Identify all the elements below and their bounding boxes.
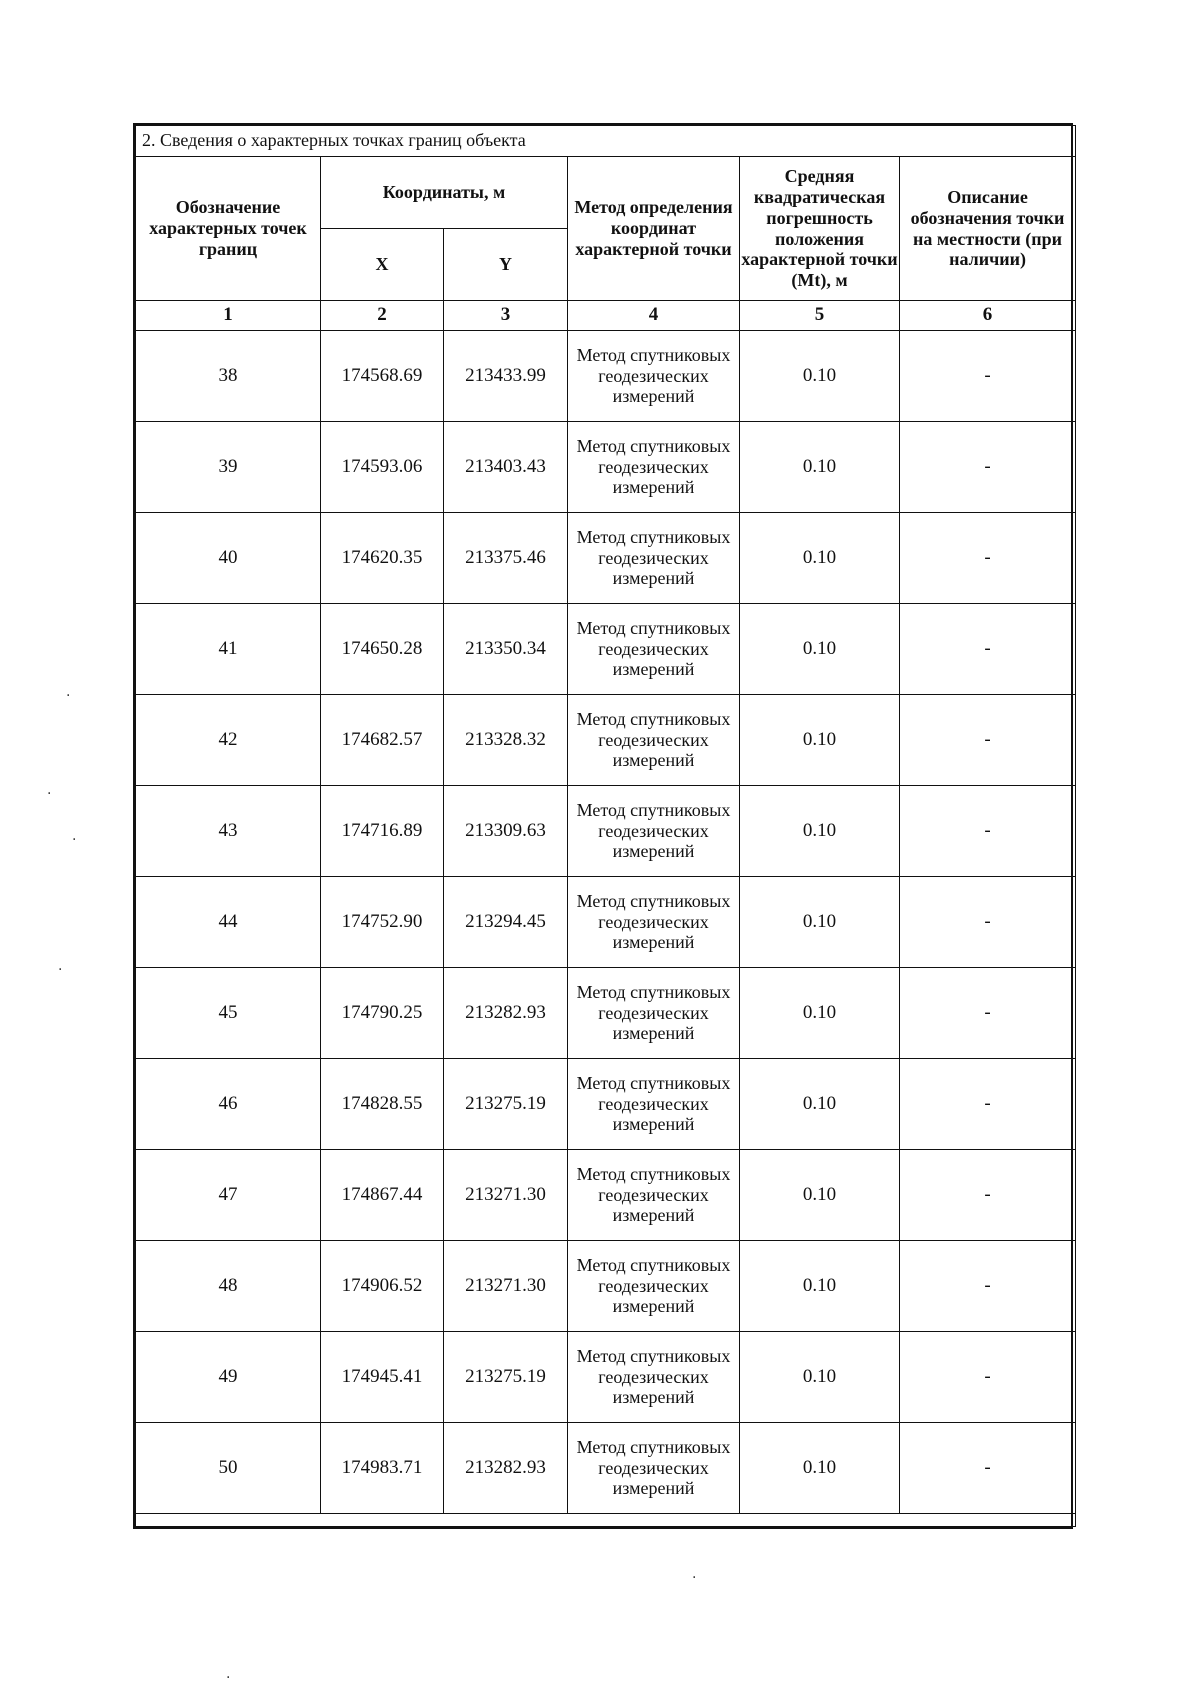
cell-x: 174568.69 — [321, 331, 444, 422]
cell-description: - — [900, 1059, 1076, 1150]
table-row — [136, 604, 1076, 695]
scan-speck: · — [66, 688, 71, 704]
cell-x: 174682.57 — [321, 695, 444, 786]
cell-x: 174906.52 — [321, 1241, 444, 1332]
cell-x: 174867.44 — [321, 1150, 444, 1241]
table-row — [136, 695, 1076, 786]
cell-point: 49 — [136, 1332, 321, 1423]
cell-method: Метод спутниковых геодезических измерений — [568, 968, 740, 1059]
cell-description: - — [900, 331, 1076, 422]
table-row — [136, 331, 1076, 422]
cell-point: 38 — [136, 331, 321, 422]
scan-speck: · — [692, 1570, 697, 1586]
cell-method: Метод спутниковых геодезических измерений — [568, 422, 740, 513]
header-point-designation: Обозначение характерных точек границ — [136, 157, 321, 301]
cell-description: - — [900, 1150, 1076, 1241]
header-description: Описание обозначения точки на местности (при наличии) — [900, 157, 1076, 301]
cell-mt: 0.10 — [740, 1059, 900, 1150]
cell-point: 48 — [136, 1241, 321, 1332]
cell-mt: 0.10 — [740, 1150, 900, 1241]
cell-y: 213275.19 — [444, 1059, 568, 1150]
cell-mt: 0.10 — [740, 877, 900, 968]
cell-point: 47 — [136, 1150, 321, 1241]
cell-description: - — [900, 422, 1076, 513]
cell-description: - — [900, 513, 1076, 604]
cell-y: 213433.99 — [444, 331, 568, 422]
column-number-1: 1 — [136, 301, 321, 331]
table-row — [136, 1150, 1076, 1241]
cell-point: 46 — [136, 1059, 321, 1150]
table-row — [136, 1059, 1076, 1150]
cell-description: - — [900, 1332, 1076, 1423]
table-row — [136, 422, 1076, 513]
cell-description: - — [900, 968, 1076, 1059]
header-coordinates: Координаты, м — [321, 157, 568, 229]
cell-description: - — [900, 695, 1076, 786]
table-row — [136, 1423, 1076, 1514]
cell-y: 213403.43 — [444, 422, 568, 513]
cell-x: 174752.90 — [321, 877, 444, 968]
column-number-3: 3 — [444, 301, 568, 331]
cell-y: 213282.93 — [444, 1423, 568, 1514]
boundary-points-table — [135, 125, 1076, 1527]
cell-point: 39 — [136, 422, 321, 513]
column-number-4: 4 — [568, 301, 740, 331]
cell-y: 213328.32 — [444, 695, 568, 786]
cell-x: 174650.28 — [321, 604, 444, 695]
cell-y: 213275.19 — [444, 1332, 568, 1423]
cell-mt: 0.10 — [740, 1332, 900, 1423]
cell-y: 213271.30 — [444, 1241, 568, 1332]
header-method: Метод определения координат характерной точки — [568, 157, 740, 301]
table-row — [136, 877, 1076, 968]
cell-point: 42 — [136, 695, 321, 786]
column-number-6: 6 — [900, 301, 1076, 331]
header-accuracy: Средняя квадратическая погрешность положения характерной точки (Mt), м — [740, 157, 900, 301]
table-row — [136, 968, 1076, 1059]
cell-description: - — [900, 604, 1076, 695]
cell-method: Метод спутниковых геодезических измерений — [568, 1332, 740, 1423]
cell-mt: 0.10 — [740, 695, 900, 786]
header-y: Y — [444, 229, 568, 301]
table-row — [136, 1241, 1076, 1332]
cell-point: 45 — [136, 968, 321, 1059]
cell-mt: 0.10 — [740, 331, 900, 422]
cell-y: 213309.63 — [444, 786, 568, 877]
cell-mt: 0.10 — [740, 422, 900, 513]
cell-mt: 0.10 — [740, 513, 900, 604]
cell-method: Метод спутниковых геодезических измерений — [568, 695, 740, 786]
cell-x: 174620.35 — [321, 513, 444, 604]
cell-description: - — [900, 877, 1076, 968]
cell-description: - — [900, 1241, 1076, 1332]
cell-mt: 0.10 — [740, 786, 900, 877]
cell-x: 174790.25 — [321, 968, 444, 1059]
cell-method: Метод спутниковых геодезических измерений — [568, 1059, 740, 1150]
cell-method: Метод спутниковых геодезических измерений — [568, 877, 740, 968]
table-row — [136, 1332, 1076, 1423]
scan-speck: · — [72, 832, 77, 848]
cell-y: 213375.46 — [444, 513, 568, 604]
table-bottom-rule — [136, 1514, 1076, 1527]
cell-method: Метод спутниковых геодезических измерений — [568, 786, 740, 877]
cell-point: 44 — [136, 877, 321, 968]
cell-method: Метод спутниковых геодезических измерений — [568, 513, 740, 604]
cell-description: - — [900, 786, 1076, 877]
cell-point: 40 — [136, 513, 321, 604]
cell-x: 174945.41 — [321, 1332, 444, 1423]
cell-mt: 0.10 — [740, 968, 900, 1059]
document-table-container — [133, 123, 1073, 1529]
cell-x: 174983.71 — [321, 1423, 444, 1514]
cell-y: 213271.30 — [444, 1150, 568, 1241]
cell-method: Метод спутниковых геодезических измерений — [568, 1241, 740, 1332]
cell-method: Метод спутниковых геодезических измерений — [568, 331, 740, 422]
column-number-5: 5 — [740, 301, 900, 331]
cell-method: Метод спутниковых геодезических измерений — [568, 1423, 740, 1514]
table-body — [136, 331, 1076, 1514]
cell-mt: 0.10 — [740, 604, 900, 695]
cell-x: 174828.55 — [321, 1059, 444, 1150]
cell-method: Метод спутниковых геодезических измерений — [568, 604, 740, 695]
section-title: 2. Сведения о характерных точках границ объекта — [136, 126, 1076, 157]
cell-y: 213350.34 — [444, 604, 568, 695]
scan-speck: · — [226, 1670, 231, 1686]
cell-y: 213282.93 — [444, 968, 568, 1059]
cell-method: Метод спутниковых геодезических измерений — [568, 1150, 740, 1241]
cell-mt: 0.10 — [740, 1423, 900, 1514]
cell-x: 174716.89 — [321, 786, 444, 877]
cell-point: 43 — [136, 786, 321, 877]
header-x: X — [321, 229, 444, 301]
cell-point: 41 — [136, 604, 321, 695]
cell-mt: 0.10 — [740, 1241, 900, 1332]
scan-speck: · — [58, 962, 63, 978]
cell-y: 213294.45 — [444, 877, 568, 968]
table-row — [136, 513, 1076, 604]
cell-x: 174593.06 — [321, 422, 444, 513]
scan-speck: · — [47, 786, 52, 802]
cell-description: - — [900, 1423, 1076, 1514]
column-number-2: 2 — [321, 301, 444, 331]
table-row — [136, 786, 1076, 877]
cell-point: 50 — [136, 1423, 321, 1514]
